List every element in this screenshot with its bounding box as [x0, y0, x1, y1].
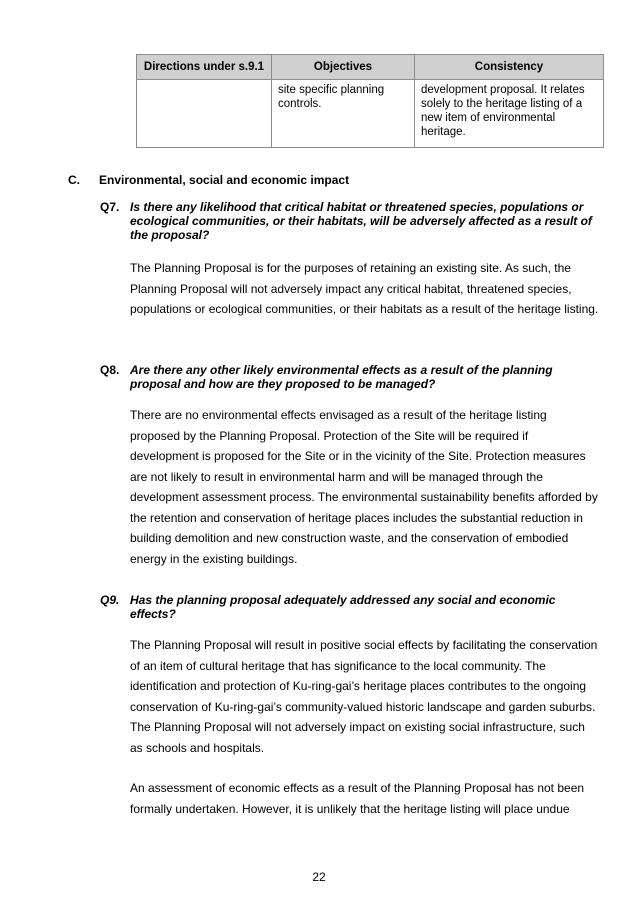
section-title: Environmental, social and economic impact	[99, 173, 350, 187]
page-number: 22	[312, 870, 326, 884]
answer-q7: The Planning Proposal is for the purposes of retaining an existing site. As such, the Planning Proposal will not adversely impact any critical habitat, threatened species, populations or ecological communities, or their habitats as a result of the heritage listing.	[130, 261, 599, 316]
question-number: Q8.	[100, 363, 120, 377]
table-header-directions: Directions under s.9.1	[137, 55, 272, 80]
table-cell-objectives: site specific planning controls.	[272, 80, 415, 148]
question-number: Q7.	[100, 200, 120, 214]
section-heading	[68, 172, 349, 188]
directions-table	[136, 54, 604, 148]
question-q7	[100, 200, 600, 242]
answer-q9: The Planning Proposal will result in positive social effects by facilitating the conservation of an item of cultural heritage that has significance to the local community. The identification and protection of Ku-ring-gai’s heritage places contributes to the ongoing conservation of Ku-ring-gai’s community-valued historic landscape and garden suburbs. The Planning Proposal will not adversely impact on existing social infrastructure, such as schools and hospitals.	[130, 638, 598, 755]
answer-q8: There are no environmental effects envisaged as a result of the heritage listing proposed by the Planning Proposal. Protection of the Site will be required if development is proposed for the Site or in the vicinity of the Site. Protection measures are not likely to result in environmental harm and will be managed through the development assessment process. The environmental sustainability benefits afforded by the retention and conservation of heritage places includes the substantial reduction in building demolition and new construction waste, and the conservation of embodied energy in the existing buildings.	[130, 408, 598, 566]
question-text: Is there any likelihood that critical habitat or threatened species, populations or ecological communities, or their habitats, will be adversely affected as a result of the proposal?	[130, 200, 592, 242]
table-row	[137, 80, 604, 148]
question-text: Are there any other likely environmental effects as a result of the planning proposal and how are they proposed to be managed?	[130, 363, 553, 391]
question-text: Has the planning proposal adequately addressed any social and economic effects?	[130, 593, 556, 621]
table-cell-consistency: development proposal. It relates solely to the heritage listing of a new item of environmental heritage.	[415, 80, 604, 148]
answer-q9-continued: An assessment of economic effects as a result of the Planning Proposal has not been formally undertaken. However, it is unlikely that the heritage listing will place undue	[130, 781, 585, 816]
question-q9	[100, 593, 600, 621]
table-header-consistency: Consistency	[415, 55, 604, 80]
question-number: Q9.	[100, 593, 120, 607]
section-letter: C.	[68, 173, 80, 187]
table-cell-directions	[137, 80, 272, 148]
question-q8	[100, 363, 600, 391]
table-header-row	[137, 55, 604, 80]
table-header-objectives: Objectives	[272, 55, 415, 80]
